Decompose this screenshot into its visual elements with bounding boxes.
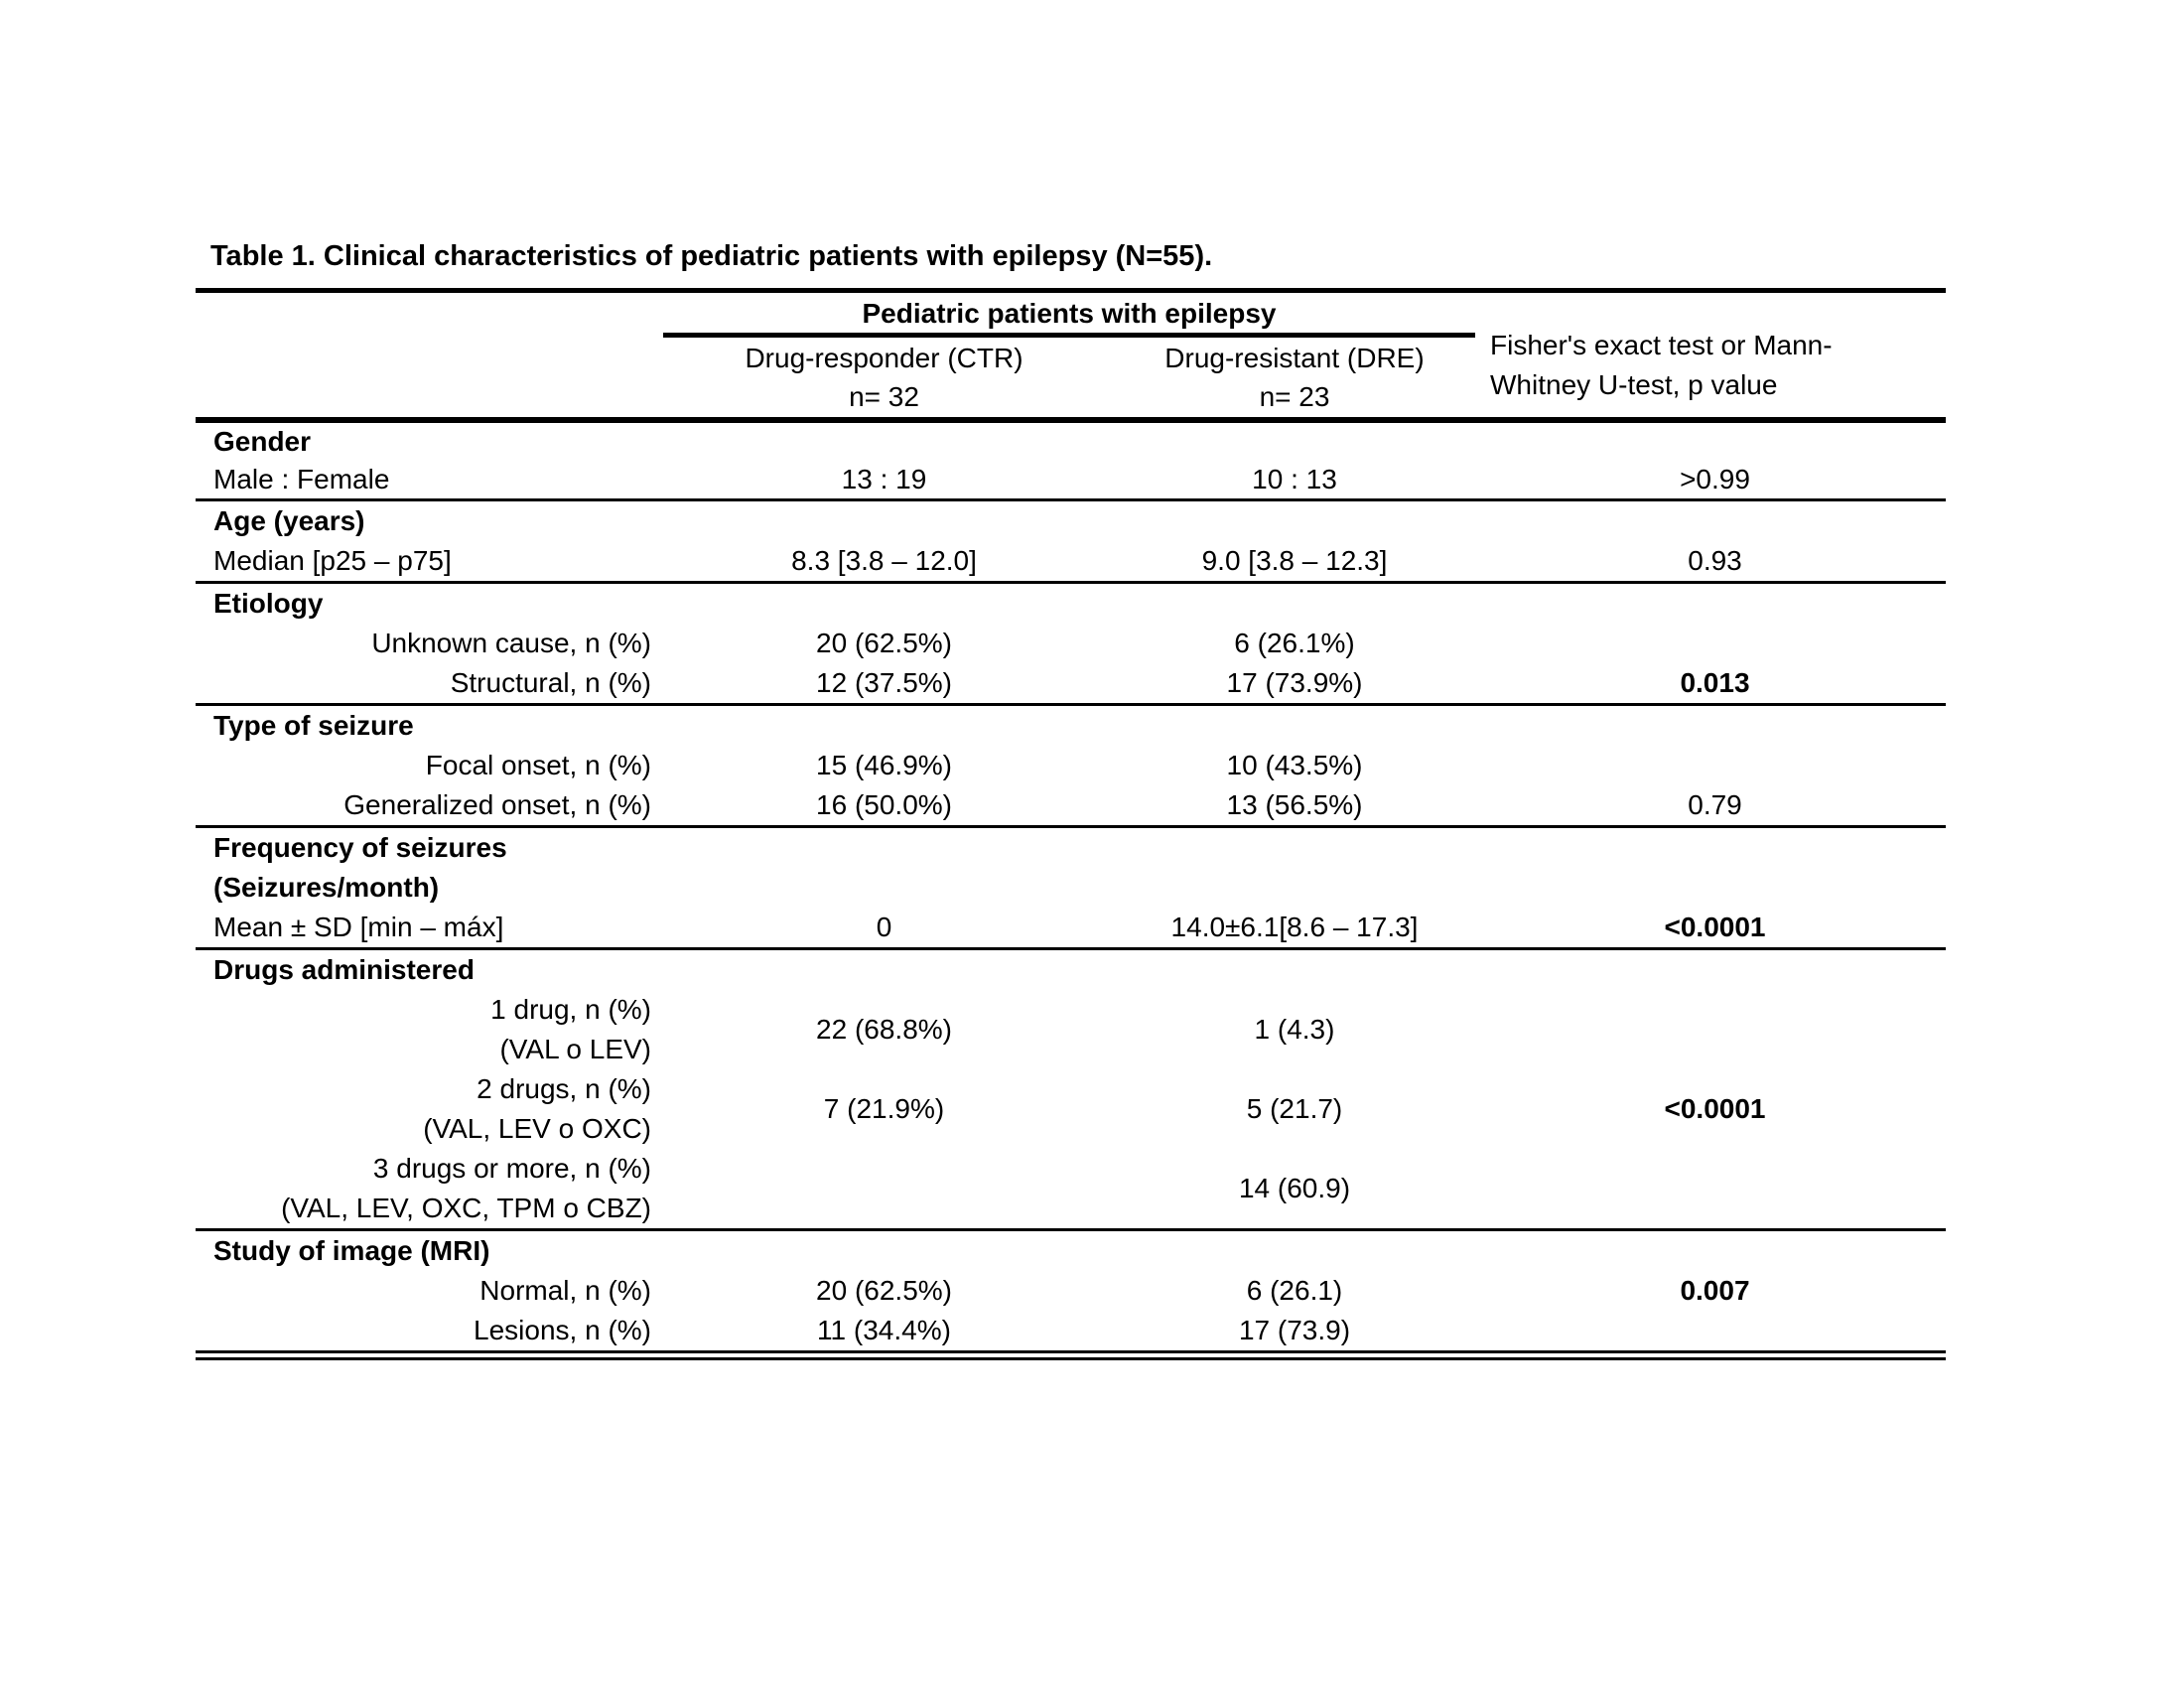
- ctr-value: 0: [876, 912, 892, 942]
- drug-count-label: 2 drugs, n (%): [477, 1073, 651, 1104]
- section-header-row: [196, 868, 1946, 908]
- p-value: <0.0001: [1664, 912, 1766, 942]
- dre-value: 17 (73.9%): [1226, 667, 1363, 698]
- header-subcolumns: [663, 338, 1484, 417]
- p-value: [1484, 1311, 1946, 1350]
- row-label: Normal, n (%): [479, 1275, 651, 1306]
- clinical-table: [196, 288, 1946, 1360]
- ctr-value: 11 (34.4%): [817, 1315, 951, 1345]
- p-value: 0.013: [1680, 667, 1750, 698]
- drug-count-label: 1 drug, n (%): [490, 994, 651, 1025]
- table-title: Table 1. Clinical characteristics of pediatric patients with epilepsy (N=55).: [210, 240, 1213, 272]
- section-header: Type of seizure: [213, 710, 414, 741]
- table-row: [196, 461, 1946, 498]
- section-header-row: [196, 423, 1946, 461]
- row-label: Male : Female: [213, 464, 390, 494]
- row-label: Lesions, n (%): [474, 1315, 651, 1345]
- section-header: Gender: [213, 426, 312, 457]
- section-header: Frequency of seizures: [213, 832, 507, 863]
- ctr-value: 13 : 19: [841, 464, 927, 494]
- row-label: [196, 990, 663, 1069]
- row-label: Median [p25 – p75]: [213, 545, 452, 576]
- row-label: [196, 1149, 663, 1228]
- section-header: Study of image (MRI): [213, 1235, 490, 1266]
- dre-value: 14.0±6.1[8.6 – 17.3]: [1170, 912, 1419, 942]
- dre-value: 5 (21.7): [1246, 1093, 1343, 1124]
- ctr-value: [663, 1149, 1105, 1228]
- ctr-value: 22 (68.8%): [816, 1014, 952, 1045]
- header-pvalue-line2: Whitney U-test, p value: [1490, 368, 1778, 400]
- table-row: [196, 1271, 1946, 1311]
- section-header: Etiology: [213, 588, 324, 619]
- header-group-label: Pediatric patients with epilepsy: [663, 293, 1475, 338]
- p-value: <0.0001: [1664, 1093, 1766, 1124]
- header-dre-n: n= 23: [1259, 381, 1330, 412]
- dre-value: 13 (56.5%): [1226, 789, 1363, 820]
- ctr-value: 20 (62.5%): [816, 1275, 952, 1306]
- header-dre-name: Drug-resistant (DRE): [1164, 343, 1425, 373]
- p-value: >0.99: [1680, 464, 1750, 494]
- table-row: [196, 785, 1946, 825]
- dre-value: 10 : 13: [1252, 464, 1337, 494]
- drug-names-label: (VAL, LEV, OXC, TPM o CBZ): [281, 1193, 651, 1223]
- section-header-row: [196, 828, 1946, 868]
- header-group: [663, 293, 1484, 417]
- drug-names-label: (VAL o LEV): [499, 1034, 651, 1064]
- table-row: [196, 624, 1946, 663]
- section-header-row: [196, 706, 1946, 746]
- table-row: [196, 541, 1946, 581]
- section-seizure-type: [196, 706, 1946, 828]
- ctr-value: 16 (50.0%): [816, 789, 952, 820]
- row-label: Structural, n (%): [450, 667, 651, 698]
- row-label: Unknown cause, n (%): [371, 628, 651, 658]
- table-row: [196, 1311, 1946, 1350]
- drug-count-label: 3 drugs or more, n (%): [372, 1153, 651, 1184]
- table-row: [196, 663, 1946, 703]
- header-dre: [1105, 338, 1484, 417]
- dre-value: 6 (26.1): [1246, 1275, 1343, 1306]
- row-label: Mean ± SD [min – máx]: [213, 912, 504, 942]
- dre-value: 1 (4.3): [1254, 1014, 1335, 1045]
- section-header: Drugs administered: [213, 954, 475, 985]
- row-label: Generalized onset, n (%): [343, 789, 651, 820]
- p-value: 0.007: [1680, 1275, 1750, 1306]
- section-drugs: [196, 950, 1946, 1231]
- table-row: [196, 908, 1946, 947]
- row-label: Focal onset, n (%): [425, 750, 651, 780]
- drug-names-label: (VAL, LEV o OXC): [423, 1113, 651, 1144]
- table-row: [196, 746, 1946, 785]
- section-etiology: [196, 584, 1946, 706]
- p-value: 0.79: [1688, 789, 1742, 820]
- p-value: 0.93: [1688, 545, 1742, 576]
- ctr-value: 12 (37.5%): [816, 667, 952, 698]
- section-mri: [196, 1231, 1946, 1360]
- header-spacer: [196, 293, 663, 417]
- header-pvalue-line1: Fisher's exact test or Mann-: [1490, 329, 1833, 360]
- table-header: [196, 293, 1946, 423]
- header-pvalue: [1484, 303, 1946, 427]
- header-ctr-name: Drug-responder (CTR): [745, 343, 1024, 373]
- header-ctr-n: n= 32: [849, 381, 919, 412]
- section-header: Age (years): [213, 505, 365, 536]
- row-label: [196, 1069, 663, 1149]
- section-age: [196, 501, 1946, 584]
- dre-value: 14 (60.9): [1238, 1173, 1351, 1203]
- ctr-value: 15 (46.9%): [816, 750, 952, 780]
- p-value: [1484, 746, 1946, 785]
- dre-value: 9.0 [3.8 – 12.3]: [1201, 545, 1388, 576]
- section-header-row: [196, 501, 1946, 541]
- ctr-value: 20 (62.5%): [816, 628, 952, 658]
- section-frequency: [196, 828, 1946, 950]
- section-header-row: [196, 1231, 1946, 1271]
- dre-value: 10 (43.5%): [1226, 750, 1363, 780]
- dre-value: 6 (26.1%): [1234, 628, 1355, 658]
- section-header-row: [196, 584, 1946, 624]
- header-ctr: [663, 338, 1105, 417]
- dre-value: 17 (73.9): [1238, 1315, 1351, 1345]
- section-header: (Seizures/month): [213, 872, 440, 903]
- section-gender: [196, 423, 1946, 501]
- ctr-value: 7 (21.9%): [823, 1093, 945, 1124]
- ctr-value: 8.3 [3.8 – 12.0]: [791, 545, 977, 576]
- p-value: [1484, 624, 1946, 663]
